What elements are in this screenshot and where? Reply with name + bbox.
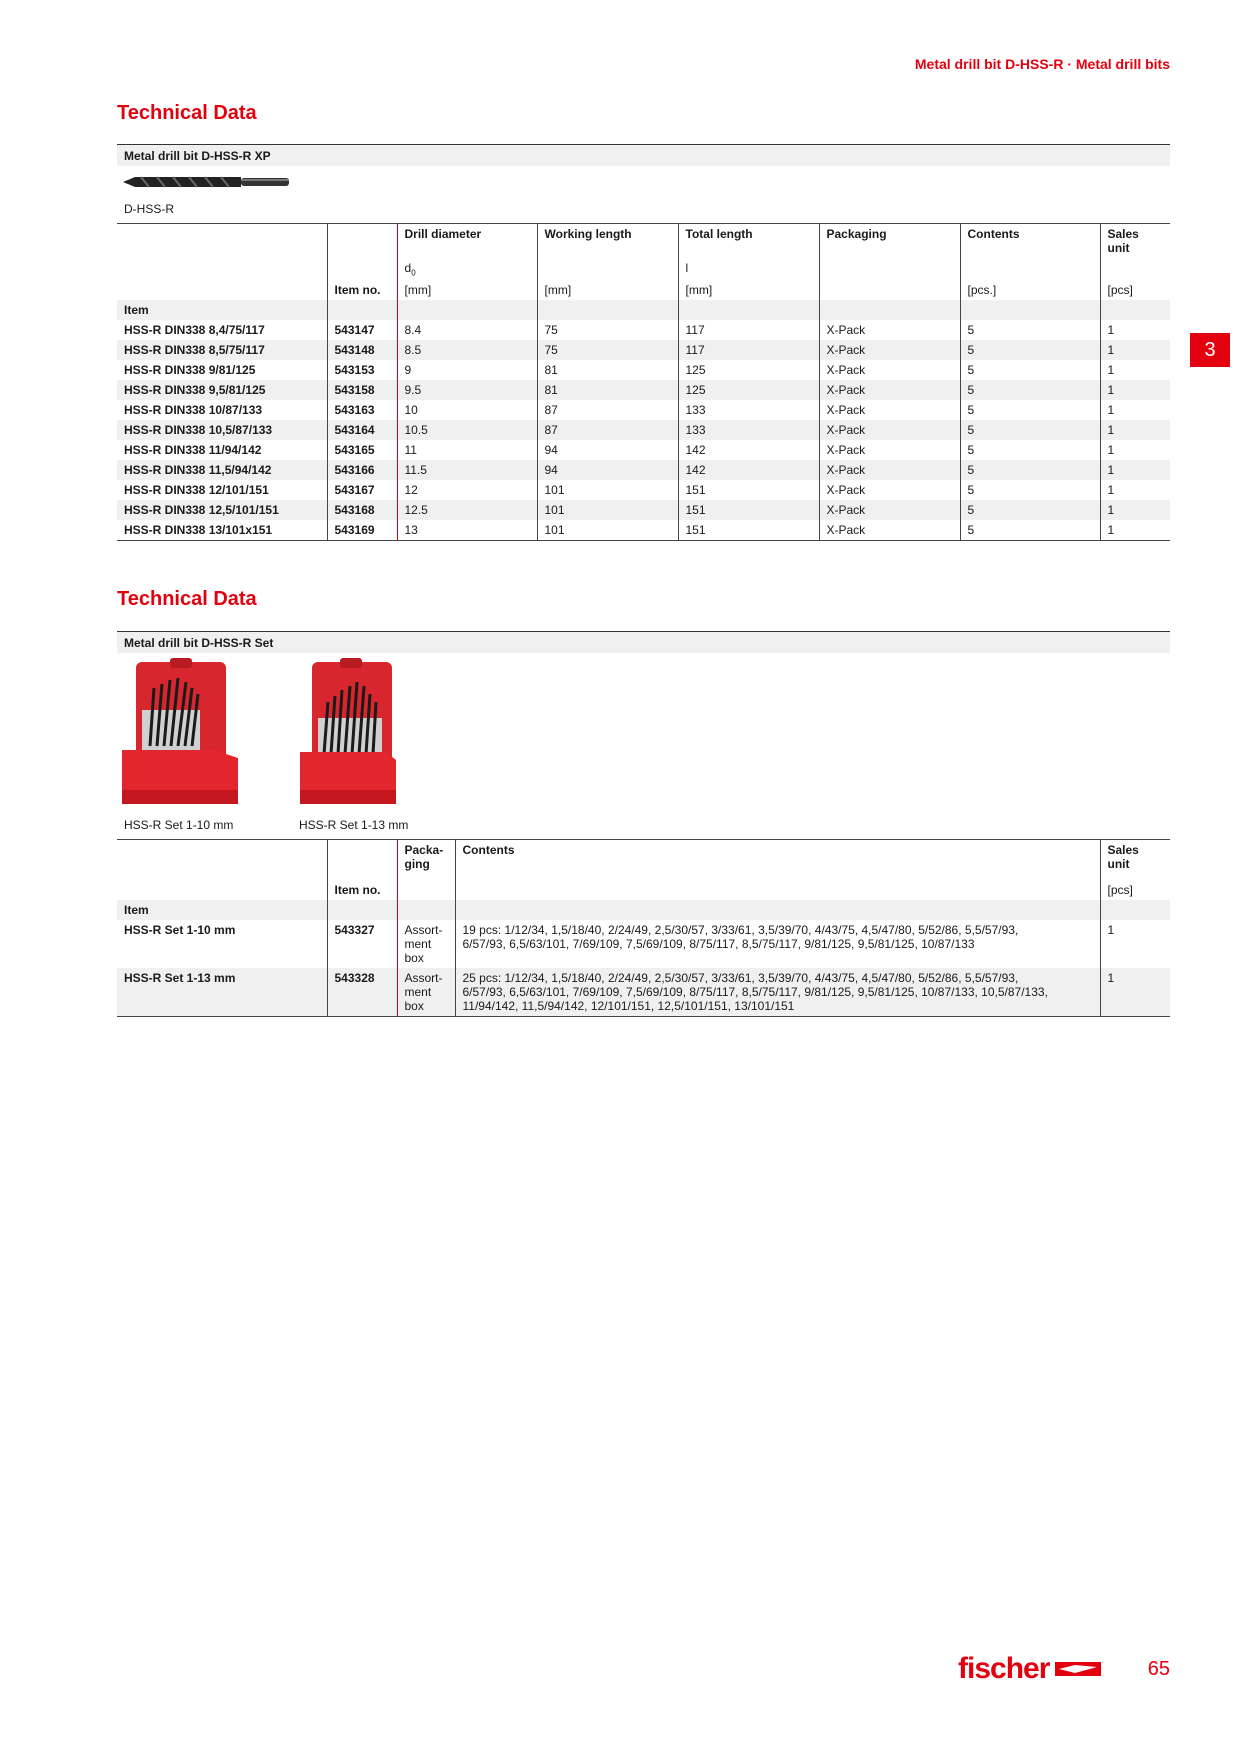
table-row [117, 420, 1170, 440]
fischer-logo [958, 1652, 1101, 1686]
table-row [117, 480, 1170, 500]
cell-total: 117 [678, 340, 819, 360]
cell-sales: 1 [1100, 360, 1170, 380]
cell-packaging: X-Pack [819, 520, 960, 541]
drill-set-case-image [298, 658, 398, 808]
cell-item: HSS-R Set 1-13 mm [117, 968, 327, 1017]
cell-item: HSS-R DIN338 12/101/151 [117, 480, 327, 500]
cell-diameter: 9 [397, 360, 537, 380]
image-caption: D-HSS-R [124, 202, 174, 216]
cell-diameter: 8.5 [397, 340, 537, 360]
cell-contents: 5 [960, 480, 1100, 500]
cell-item-no: 543169 [327, 520, 397, 541]
cell-sales: 1 [1100, 420, 1170, 440]
section-title: Technical Data [117, 588, 257, 610]
cell-total: 151 [678, 500, 819, 520]
image-caption: HSS-R Set 1-10 mm [124, 818, 234, 832]
cell-contents: 5 [960, 320, 1100, 340]
col-contents: Contents [455, 840, 1100, 875]
cell-contents: 5 [960, 500, 1100, 520]
contents-line: 25 pcs: 1/12/34, 1,5/18/40, 2/24/49, 2,5/30/57, 3/33/61, 3,5/39/70, 4/43/75, 4,5/47/80, 5/52/86, 5,5/57/93, [462, 971, 1019, 985]
cell-packaging: Assort- ment box [397, 968, 455, 1017]
technical-data-table [117, 223, 1170, 541]
cell-working: 87 [537, 420, 678, 440]
cell-contents [455, 920, 1100, 968]
cell-item: HSS-R DIN338 11,5/94/142 [117, 460, 327, 480]
cell-contents: 5 [960, 420, 1100, 440]
technical-data-table [117, 839, 1170, 1017]
table-row [117, 500, 1170, 520]
cell-item: HSS-R Set 1-10 mm [117, 920, 327, 968]
cell-total: 117 [678, 320, 819, 340]
cell-working: 81 [537, 380, 678, 400]
cell-item-no: 543164 [327, 420, 397, 440]
cell-total: 151 [678, 520, 819, 541]
cell-item-no: 543167 [327, 480, 397, 500]
cell-packaging: X-Pack [819, 360, 960, 380]
cell-item: HSS-R DIN338 8,5/75/117 [117, 340, 327, 360]
cell-contents [455, 968, 1100, 1017]
cell-item: HSS-R DIN338 11/94/142 [117, 440, 327, 460]
cell-total: 142 [678, 440, 819, 460]
product-name-bar: Metal drill bit D-HSS-R XP [117, 144, 1170, 166]
cell-working: 87 [537, 400, 678, 420]
cell-sales: 1 [1100, 380, 1170, 400]
cell-item-no: 543163 [327, 400, 397, 420]
cell-total: 133 [678, 420, 819, 440]
cell-working: 101 [537, 500, 678, 520]
cell-working: 94 [537, 460, 678, 480]
cell-diameter: 13 [397, 520, 537, 541]
contents-line: 6/57/93, 6,5/63/101, 7/69/109, 7,5/69/109, 8/75/117, 8,5/75/117, 9/81/125, 9,5/81/125, 10/87/133 [462, 937, 975, 951]
drill-symbol: $d_0$ [397, 258, 537, 280]
cell-diameter: 12.5 [397, 500, 537, 520]
unit-mm: [mm] [678, 280, 819, 300]
col-total-length: Total length [678, 224, 819, 259]
cell-working: 101 [537, 480, 678, 500]
logo-emblem-icon [1055, 1658, 1101, 1680]
logo-wordmark: fischer [958, 1652, 1050, 1685]
product-name-bar: Metal drill bit D-HSS-R Set [117, 631, 1170, 653]
cell-item: HSS-R DIN338 10/87/133 [117, 400, 327, 420]
cell-sales: 1 [1100, 320, 1170, 340]
cell-item-no: 543158 [327, 380, 397, 400]
table-row [117, 380, 1170, 400]
running-head: Metal drill bit D-HSS-R · Metal drill bits [914, 56, 1170, 72]
cell-sales-unit: 1 [1100, 968, 1170, 1017]
cell-item-no: 543166 [327, 460, 397, 480]
cell-total: 133 [678, 400, 819, 420]
col-item-no: Item no. [327, 874, 397, 900]
col-item-no: Item no. [327, 280, 397, 300]
cell-sales: 1 [1100, 500, 1170, 520]
drill-bit-image [121, 174, 291, 190]
cell-sales-unit: 1 [1100, 920, 1170, 968]
contents-line: 11/94/142, 11,5/94/142, 12/101/151, 12,5/101/151, 13/101/151 [462, 999, 795, 1013]
cell-working: 75 [537, 320, 678, 340]
col-drill-diameter: Drill diameter [397, 224, 537, 259]
cell-contents: 5 [960, 380, 1100, 400]
unit-pcs: [pcs] [1100, 874, 1170, 900]
cell-packaging: X-Pack [819, 380, 960, 400]
cell-diameter: 9.5 [397, 380, 537, 400]
cell-contents: 5 [960, 340, 1100, 360]
col-packaging: Packa- ging [397, 840, 455, 875]
table-row [117, 968, 1170, 1017]
contents-line: 19 pcs: 1/12/34, 1,5/18/40, 2/24/49, 2,5/30/57, 3/33/61, 3,5/39/70, 4/43/75, 4,5/47/80, 5/52/86, 5,5/57/93, [462, 923, 1019, 937]
table-row [117, 920, 1170, 968]
cell-packaging: X-Pack [819, 320, 960, 340]
col-contents: Contents [960, 224, 1100, 259]
cell-total: 151 [678, 480, 819, 500]
cell-working: 94 [537, 440, 678, 460]
cell-item: HSS-R DIN338 8,4/75/117 [117, 320, 327, 340]
cell-diameter: 8.4 [397, 320, 537, 340]
cell-item-no: 543328 [327, 968, 397, 1017]
cell-item-no: 543153 [327, 360, 397, 380]
table-row [117, 320, 1170, 340]
table-row [117, 520, 1170, 541]
cell-packaging: X-Pack [819, 420, 960, 440]
cell-item-no: 543165 [327, 440, 397, 460]
cell-packaging: X-Pack [819, 340, 960, 360]
cell-working: 75 [537, 340, 678, 360]
total-symbol: l [678, 258, 819, 280]
cell-item: HSS-R DIN338 9,5/81/125 [117, 380, 327, 400]
cell-item: HSS-R DIN338 12,5/101/151 [117, 500, 327, 520]
cell-total: 125 [678, 380, 819, 400]
cell-total: 125 [678, 360, 819, 380]
table-row [117, 400, 1170, 420]
col-item: Item [117, 300, 327, 320]
col-packaging: Packaging [819, 224, 960, 259]
cell-diameter: 10.5 [397, 420, 537, 440]
cell-packaging: X-Pack [819, 440, 960, 460]
col-working-length: Working length [537, 224, 678, 259]
unit-mm: [mm] [397, 280, 537, 300]
unit-pcs: [pcs.] [960, 280, 1100, 300]
unit-mm: [mm] [537, 280, 678, 300]
cell-sales: 1 [1100, 400, 1170, 420]
cell-item-no: 543147 [327, 320, 397, 340]
col-item: Item [117, 900, 327, 920]
cell-diameter: 11.5 [397, 460, 537, 480]
section-title: Technical Data [117, 102, 257, 124]
cell-item: HSS-R DIN338 10,5/87/133 [117, 420, 327, 440]
page-number: 65 [1147, 1658, 1170, 1680]
cell-packaging: X-Pack [819, 400, 960, 420]
cell-sales: 1 [1100, 340, 1170, 360]
contents-line: 6/57/93, 6,5/63/101, 7/69/109, 7,5/69/109, 8/75/117, 8,5/75/117, 9/81/125, 9,5/81/125, 10/87/133, 10,5/87/133, [462, 985, 1048, 999]
cell-contents: 5 [960, 440, 1100, 460]
unit-pcs: [pcs] [1100, 280, 1170, 300]
cell-diameter: 10 [397, 400, 537, 420]
cell-item-no: 543148 [327, 340, 397, 360]
cell-diameter: 11 [397, 440, 537, 460]
table-row [117, 340, 1170, 360]
table-row [117, 360, 1170, 380]
cell-diameter: 12 [397, 480, 537, 500]
cell-item-no: 543168 [327, 500, 397, 520]
cell-total: 142 [678, 460, 819, 480]
cell-packaging: X-Pack [819, 500, 960, 520]
cell-sales: 1 [1100, 440, 1170, 460]
cell-item: HSS-R DIN338 9/81/125 [117, 360, 327, 380]
cell-sales: 1 [1100, 480, 1170, 500]
cell-contents: 5 [960, 520, 1100, 541]
cell-contents: 5 [960, 360, 1100, 380]
col-sales-unit: Sales unit [1100, 840, 1170, 875]
drill-set-case-image [120, 658, 240, 808]
chapter-tab: 3 [1190, 333, 1230, 367]
table-row [117, 440, 1170, 460]
cell-working: 81 [537, 360, 678, 380]
col-sales-unit: Sales unit [1100, 224, 1170, 259]
cell-packaging: X-Pack [819, 480, 960, 500]
cell-contents: 5 [960, 460, 1100, 480]
table-row [117, 460, 1170, 480]
cell-sales: 1 [1100, 520, 1170, 541]
cell-working: 101 [537, 520, 678, 541]
cell-item-no: 543327 [327, 920, 397, 968]
cell-packaging: X-Pack [819, 460, 960, 480]
cell-contents: 5 [960, 400, 1100, 420]
cell-packaging: Assort- ment box [397, 920, 455, 968]
cell-sales: 1 [1100, 460, 1170, 480]
image-caption: HSS-R Set 1-13 mm [299, 818, 409, 832]
cell-item: HSS-R DIN338 13/101x151 [117, 520, 327, 541]
